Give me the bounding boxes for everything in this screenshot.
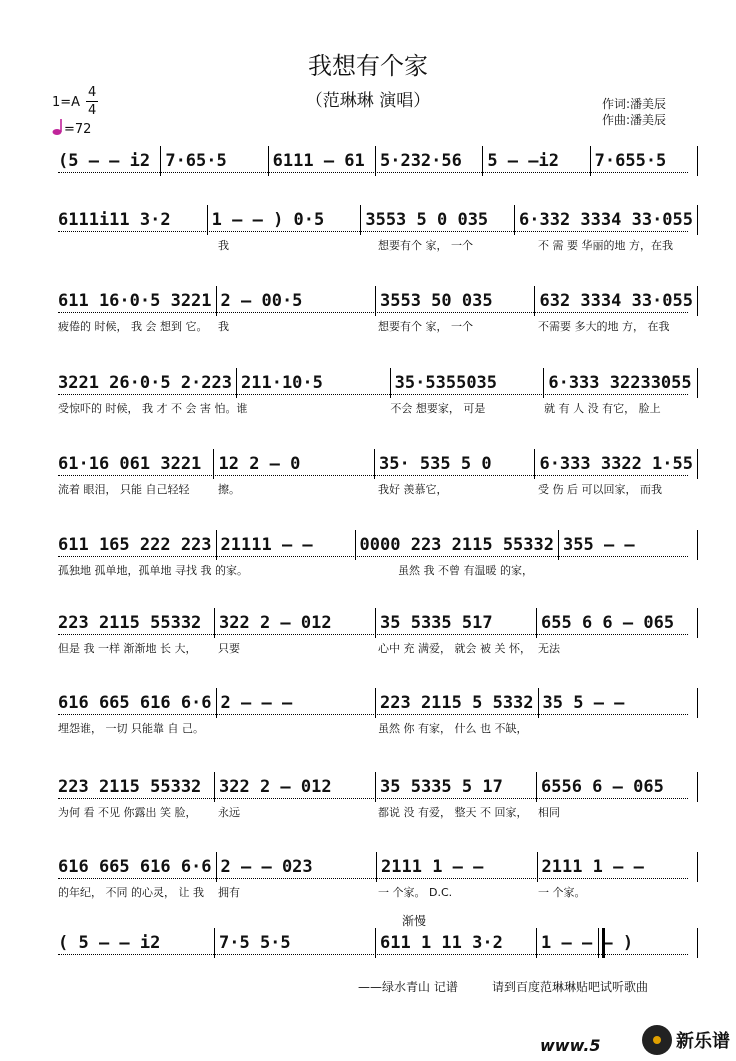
notation-row [58, 207, 698, 233]
lyric-segment: 不 需 要 华丽的地 方，在我 [538, 239, 673, 252]
song-subtitle: （范琳琳 演唱） [305, 91, 431, 111]
notation-row [58, 690, 698, 716]
lyric-segment: 虽然 你 有家， 什么 也 不缺， [378, 722, 528, 735]
listen-note: 请到百度范琳琳贴吧试听歌曲 [492, 980, 649, 994]
measure: 322 2 — 012 [219, 777, 332, 797]
measure: 6111i11 3·2 [58, 210, 171, 230]
lyric-segment: 我好 羡慕它， [378, 483, 448, 496]
lyric-segment: 无法 [538, 642, 560, 655]
lyric-segment [538, 720, 698, 736]
lyric-segment: 擦。 [218, 483, 240, 496]
time-signature-line [86, 101, 98, 102]
lyric-segment: 为何 看 不见 你露出 笑 脸， [58, 806, 197, 819]
lyric-segment: 想要有个 家， 一个 [378, 239, 473, 252]
measure: 35 5335 517 [380, 613, 493, 633]
measure: 6·333 32233055 [548, 373, 692, 393]
measure: 5 — —i2 [487, 151, 559, 171]
score-system [0, 148, 736, 208]
lyric-segment [248, 562, 398, 578]
measure: 1 — — ) 0·5 [211, 210, 325, 230]
measure: 6·332 3334 33·055 [519, 210, 694, 230]
lyrics-row [58, 400, 698, 416]
lyric-segment [548, 562, 698, 578]
measure: 21111 — — [220, 535, 313, 555]
measure: 2111 1 — — [381, 857, 484, 877]
measure: 2 — — — [220, 693, 293, 713]
barline [697, 146, 698, 176]
measure: 611 1 11 3·2 [380, 933, 503, 953]
notation-row [58, 774, 698, 800]
measure: 3553 5 0 035 [365, 210, 489, 230]
site-logo [642, 1025, 730, 1055]
measure: 7·65·5 [165, 151, 227, 171]
barline [697, 449, 698, 479]
lyric-segment: 不需要 多大的地 方， 在我 [538, 320, 670, 333]
barline [697, 608, 698, 638]
notation-row [58, 451, 698, 477]
lyric-segment: 一 个家。 D.C. [378, 886, 453, 899]
lyric-segment: 疲倦的 时候， 我 会 想到 它。 [58, 320, 208, 333]
measure: 7·655·5 [594, 151, 667, 171]
measure: 7·5 5·5 [219, 933, 291, 953]
notation-row [58, 532, 698, 558]
lyric-segment [218, 720, 378, 736]
record-disc-icon [642, 1025, 672, 1055]
measure: 355 — — [563, 535, 635, 555]
beam-line [58, 475, 688, 476]
lyric-segment: 受惊吓的 时候， 我 才 不 会 害 怕。 [58, 402, 237, 415]
measure: 6111 — 61 [272, 151, 365, 171]
time-signature-bottom: 4 [88, 103, 97, 118]
lyric-segment: 的年纪， 不同 的心灵， 让 我 [58, 886, 204, 899]
lyric-segment: 都说 没 有爱， 整天 不 回家， [378, 806, 528, 819]
barline [697, 688, 698, 718]
measure: 211·10·5 [241, 373, 323, 393]
score-system [0, 610, 736, 670]
barline [697, 368, 698, 398]
notation-row [58, 370, 698, 396]
measure: 5·232·56 [379, 151, 462, 171]
lyric-segment: 受 伤 后 可以回家， 而我 [538, 483, 662, 496]
lyric-segment: 流着 眼泪， 只能 自己轻轻 [58, 483, 190, 496]
measure: 35 5335 5 17 [380, 777, 503, 797]
score-system [0, 370, 736, 430]
measure: 616 665 616 6·6 [58, 693, 212, 713]
notation-row [58, 854, 698, 880]
score-system [0, 288, 736, 348]
lyrics-row [58, 318, 698, 334]
lyric-segment: 不会 想要家， 可是 [390, 402, 486, 415]
measure: 611 16·0·5 3221 [58, 291, 212, 311]
measure: 632 3334 33·055 [539, 291, 693, 311]
measure: 35 5 — — [542, 693, 625, 713]
score-system [0, 532, 736, 592]
tempo-mark: =72 [64, 122, 92, 137]
measure: 3221 26·0·5 2·223 [58, 373, 232, 393]
song-title: 我想有个家 [308, 52, 428, 80]
lyric-segment: 埋怨谁， 一切 只能靠 自 己。 [58, 722, 204, 735]
measure: 12 2 — 0 [218, 454, 301, 474]
lyrics-row [58, 562, 698, 578]
measure: 35·5355035 [394, 373, 498, 393]
measure: 223 2115 5 5332 [380, 693, 534, 713]
measure: 223 2115 55332 [58, 613, 202, 633]
beam-line [58, 634, 688, 635]
final-barline [598, 928, 605, 958]
measure: 2111 1 — — [541, 857, 644, 877]
beam-line [58, 954, 688, 955]
beam-line [58, 556, 688, 557]
barline [697, 772, 698, 802]
measure: 0000 223 2115 55332 [359, 535, 554, 555]
notation-row [58, 288, 698, 314]
measure: 611 165 222 223 [58, 535, 212, 555]
beam-line [58, 231, 688, 232]
measure: 322 2 — 012 [219, 613, 332, 633]
composer-credit: 作曲:潘美辰 [602, 113, 667, 127]
measure: 223 2115 55332 [58, 777, 202, 797]
measure: 6556 6 — 065 [541, 777, 664, 797]
lyric-segment: 我 [218, 239, 229, 252]
measure: ( 5 — — i2 [58, 933, 161, 953]
tempo-change-mark: 渐慢 [402, 914, 427, 928]
lyric-segment: 谁 [236, 402, 248, 415]
beam-line [58, 714, 688, 715]
score-system [0, 774, 736, 834]
barline [697, 530, 698, 560]
lyric-segment: 拥有 [218, 886, 240, 899]
score-system [0, 451, 736, 511]
lyric-segment: 孤独地 孤单地，孤单地 寻找 我 的家。 [58, 564, 248, 577]
measure: 6·333 3322 1·55 [539, 454, 693, 474]
lyrics-row [58, 640, 698, 656]
lyrics-row [58, 481, 698, 497]
lyric-segment: 但是 我 一样 渐渐地 长 大， [58, 642, 197, 655]
notation-row [58, 148, 698, 174]
measure: (5 — — i2 [58, 151, 151, 171]
lyrics-row [58, 884, 698, 900]
lyric-segment: 想要有个 家， 一个 [378, 320, 473, 333]
lyric-segment: 虽然 我 不曾 有温暖 的家， [398, 564, 533, 577]
beam-line [58, 312, 688, 313]
barline [697, 852, 698, 882]
notation-row [58, 610, 698, 636]
measure: 1 — — — ) [541, 933, 634, 953]
barline [697, 928, 698, 958]
lyric-segment: 我 [218, 320, 229, 333]
barline [697, 205, 698, 235]
time-signature-top: 4 [88, 85, 97, 100]
lyric-segment: 相同 [538, 806, 560, 819]
recorder-credit: ——绿水青山 记谱 [358, 980, 458, 994]
measure: 2 — — 023 [220, 857, 313, 877]
lyrics-row [58, 237, 698, 253]
key-signature: 1=A [52, 95, 81, 110]
lyric-segment: 永远 [218, 806, 240, 819]
beam-line [58, 878, 688, 879]
lyric-segment: 只要 [218, 642, 240, 655]
lyricist-credit: 作词:潘美辰 [602, 97, 667, 111]
lyrics-row [58, 804, 698, 820]
measure: 655 6 6 — 065 [541, 613, 675, 633]
watermark-url: www.5 [540, 1036, 601, 1055]
lyric-segment: 心中 充 满爱， 就会 被 关 怀， [378, 642, 531, 655]
measure: 3553 50 035 [380, 291, 493, 311]
score-system [0, 690, 736, 750]
lyric-segment: 一 个家。 [538, 886, 586, 899]
logo-text: 新乐谱 [676, 1031, 730, 1052]
score-system [0, 207, 736, 267]
measure: 61·16 061 3221 [58, 454, 202, 474]
barline [697, 286, 698, 316]
score-system [0, 854, 736, 914]
lyric-segment [58, 237, 218, 253]
measure: 2 — 00·5 [220, 291, 303, 311]
measure: 35· 535 5 0 [378, 454, 492, 474]
lyric-segment: 就 有 人 没 有它， 脸上 [544, 402, 661, 415]
beam-line [58, 172, 688, 173]
beam-line [58, 394, 688, 395]
measure: 616 665 616 6·6 [58, 857, 212, 877]
beam-line [58, 798, 688, 799]
lyrics-row [58, 720, 698, 736]
